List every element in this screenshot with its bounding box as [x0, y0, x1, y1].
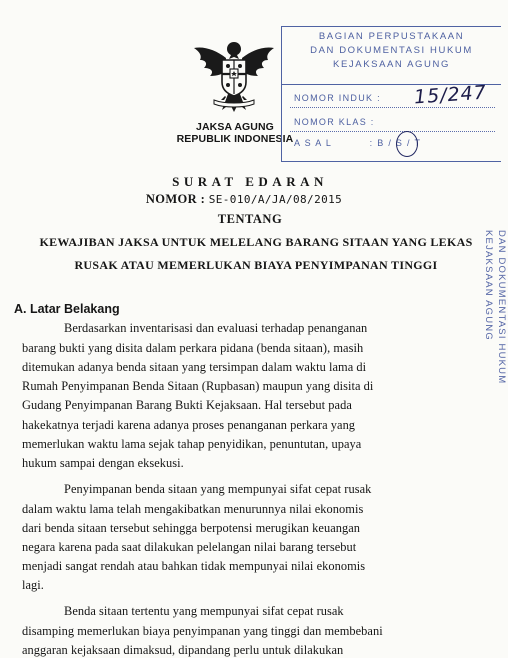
stamp-asal-label: A S A L: [294, 138, 332, 148]
paragraph-line: menjadi sangat rendah atau bahkan tidak mempunyai nilai ekonomis: [22, 559, 366, 573]
stamp-header-line-2: DAN DOKUMENTASI HUKUM: [310, 45, 473, 56]
document-number: [0, 192, 494, 207]
paragraph-line: Penyimpanan benda sitaan yang mempunyai sifat cepat rusak: [64, 482, 372, 496]
paragraph-line: hukum sampai dengan eksekusi.: [22, 456, 184, 470]
side-stamp: [436, 230, 506, 400]
document-number-value: SE-010/A/JA/08/2015: [208, 193, 343, 206]
side-stamp-line-1: DAN DOKUMENTASI HUKUM: [496, 230, 507, 385]
paragraph-line: memerlukan waktu lama sejak tahap penyidikan, penuntutan, upaya: [22, 437, 362, 451]
stamp-header: [282, 27, 501, 85]
stamp-divider: [290, 131, 495, 132]
stamp-header-line-3: KEJAKSAAN AGUNG: [333, 59, 450, 70]
paragraph-line: disamping memerlukan biaya penyimpanan yang tinggi dan membebani: [22, 624, 383, 638]
library-stamp: [281, 26, 501, 162]
stamp-nomor-induk-value: 15/247: [413, 81, 488, 109]
section-heading: A. Latar Belakang: [14, 302, 120, 316]
issuer-line-1: JAKSA AGUNG: [196, 121, 274, 133]
paragraph-line: barang bukti yang disita dalam perkara pidana (benda sitaan), masih: [22, 341, 364, 355]
paragraph-line: Gudang Penyimpanan Barang Bukti Kejaksaan. Hal tersebut pada: [22, 398, 352, 412]
paragraph-line: dalam waktu lama telah mengakibatkan menurunnya nilai ekonomis: [22, 502, 364, 516]
side-stamp-line-2: KEJAKSAAN AGUNG: [483, 230, 494, 341]
stamp-nomor-induk-label: NOMOR INDUK :: [294, 93, 381, 103]
document-subject-line-2: RUSAK ATAU MEMERLUKAN BIAYA PENYIMPANAN TINGGI: [74, 258, 438, 272]
document-tentang: TENTANG: [217, 212, 283, 226]
paragraph-line: Rumah Penyimpanan Benda Sitaan (Rupbasan) maupun yang disita di: [22, 379, 374, 393]
paragraph-line: lagi.: [22, 578, 44, 592]
handwritten-circle-mark: [396, 131, 418, 157]
stamp-asal-value: : B / S / T: [369, 138, 422, 148]
document-subject-line-1: KEWAJIBAN JAKSA UNTUK MELELANG BARANG SITAAN YANG LEKAS: [39, 235, 473, 249]
paragraph-line: dari benda sitaan tersebut sehingga berpotensi merugikan keuangan: [22, 521, 361, 535]
paragraph-line: negara karena pada saat dilakukan pelelangan nilai barang tersebut: [22, 540, 357, 554]
issuer-line-2: REPUBLIK INDONESIA: [176, 133, 294, 145]
garuda-emblem-icon: [192, 38, 276, 116]
stamp-nomor-klas-label: NOMOR KLAS :: [294, 117, 375, 127]
paragraph-line: hakekatnya terjadi karena adanya proses penanganan perkara yang: [22, 418, 356, 432]
stamp-header-line-1: BAGIAN PERPUSTAKAAN: [318, 31, 465, 42]
paragraph-line: Berdasarkan inventarisasi dan evaluasi terhadap penanganan: [64, 321, 368, 335]
document-number-label: NOMOR :: [145, 192, 206, 206]
paragraph-line: Benda sitaan tertentu yang mempunyai sifat cepat rusak: [64, 604, 344, 618]
side-stamp-text: [482, 230, 508, 384]
document-title: SURAT EDARAN: [172, 174, 328, 189]
paragraph-line: anggaran kejaksaan dimaksud, dipandang perlu untuk dilakukan: [22, 643, 344, 657]
stamp-divider: [290, 107, 495, 108]
paragraph-line: ditemukan adanya benda sitaan yang tersimpan dalam waktu lama di: [22, 360, 367, 374]
